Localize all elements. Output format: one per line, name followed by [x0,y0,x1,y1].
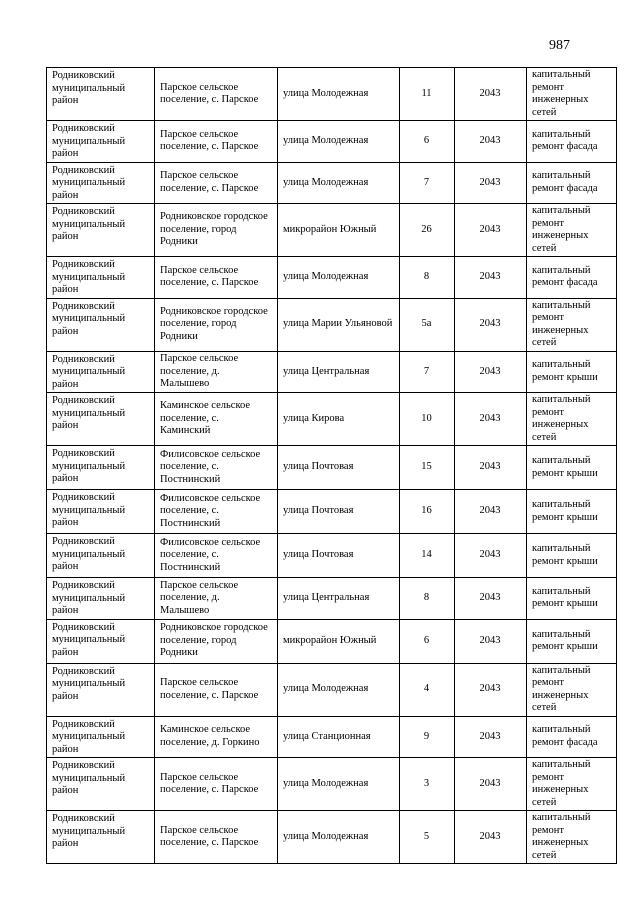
street-cell: улица Молодежная [278,811,400,864]
street-cell: улица Молодежная [278,162,400,204]
year-cell: 2043 [455,811,527,864]
street-cell: улица Почтовая [278,446,400,490]
house-number-cell: 8 [400,257,455,299]
work-type-cell: капитальный ремонт фасада [527,716,617,758]
settlement-cell: Парское сельское поселение, с. Парское [155,257,278,299]
district-cell: Родниковский муниципальный район [47,578,155,620]
settlement-cell: Парское сельское поселение, д. Малышево [155,351,278,393]
street-cell: улица Молодежная [278,121,400,163]
year-cell: 2043 [455,121,527,163]
settlement-cell: Родниковское городское поселение, город Родники [155,619,278,663]
year-cell: 2043 [455,351,527,393]
house-number-cell: 6 [400,121,455,163]
work-type-cell: капитальный ремонт инженерных сетей [527,204,617,257]
street-cell: улица Станционная [278,716,400,758]
table-row [47,257,617,299]
district-cell: Родниковский муниципальный район [47,257,155,299]
house-number-cell: 3 [400,758,455,811]
work-type-cell: капитальный ремонт крыши [527,490,617,534]
table-row [47,393,617,446]
work-type-cell: капитальный ремонт крыши [527,446,617,490]
settlement-cell: Парское сельское поселение, д. Малышево [155,578,278,620]
house-number-cell: 26 [400,204,455,257]
district-cell: Родниковский муниципальный район [47,811,155,864]
district-cell: Родниковский муниципальный район [47,534,155,578]
settlement-cell: Парское сельское поселение, с. Парское [155,663,278,716]
work-type-cell: капитальный ремонт фасада [527,257,617,299]
street-cell: микрорайон Южный [278,204,400,257]
settlement-cell: Парское сельское поселение, с. Парское [155,121,278,163]
district-cell: Родниковский муниципальный район [47,298,155,351]
settlement-cell: Филисовское сельское поселение, с. Постнинский [155,490,278,534]
year-cell: 2043 [455,619,527,663]
year-cell: 2043 [455,257,527,299]
year-cell: 2043 [455,393,527,446]
year-cell: 2043 [455,663,527,716]
year-cell: 2043 [455,758,527,811]
work-type-cell: капитальный ремонт крыши [527,351,617,393]
house-number-cell: 16 [400,490,455,534]
house-number-cell: 5 [400,811,455,864]
work-type-cell: капитальный ремонт фасада [527,162,617,204]
street-cell: улица Почтовая [278,490,400,534]
table-row [47,534,617,578]
district-cell: Родниковский муниципальный район [47,204,155,257]
house-number-cell: 15 [400,446,455,490]
house-number-cell: 7 [400,351,455,393]
year-cell: 2043 [455,716,527,758]
street-cell: улица Молодежная [278,68,400,121]
settlement-cell: Парское сельское поселение, с. Парское [155,162,278,204]
settlement-cell: Парское сельское поселение, с. Парское [155,758,278,811]
table-row [47,204,617,257]
year-cell: 2043 [455,298,527,351]
street-cell: улица Молодежная [278,257,400,299]
year-cell: 2043 [455,446,527,490]
work-type-cell: капитальный ремонт инженерных сетей [527,663,617,716]
house-number-cell: 8 [400,578,455,620]
table-row [47,663,617,716]
house-number-cell: 5а [400,298,455,351]
table-row [47,162,617,204]
work-type-cell: капитальный ремонт инженерных сетей [527,758,617,811]
table-row [47,121,617,163]
work-type-cell: капитальный ремонт инженерных сетей [527,811,617,864]
house-number-cell: 9 [400,716,455,758]
district-cell: Родниковский муниципальный район [47,162,155,204]
house-number-cell: 10 [400,393,455,446]
work-type-cell: капитальный ремонт фасада [527,121,617,163]
year-cell: 2043 [455,162,527,204]
table-row [47,578,617,620]
house-number-cell: 14 [400,534,455,578]
street-cell: улица Почтовая [278,534,400,578]
table-row [47,716,617,758]
district-cell: Родниковский муниципальный район [47,68,155,121]
work-type-cell: капитальный ремонт крыши [527,578,617,620]
street-cell: улица Центральная [278,351,400,393]
settlement-cell: Родниковское городское поселение, город Родники [155,204,278,257]
work-type-cell: капитальный ремонт крыши [527,534,617,578]
house-number-cell: 7 [400,162,455,204]
table-row [47,619,617,663]
table-row [47,490,617,534]
year-cell: 2043 [455,578,527,620]
district-cell: Родниковский муниципальный район [47,716,155,758]
settlement-cell: Филисовское сельское поселение, с. Постнинский [155,534,278,578]
house-number-cell: 6 [400,619,455,663]
district-cell: Родниковский муниципальный район [47,758,155,811]
year-cell: 2043 [455,490,527,534]
settlement-cell: Каминское сельское поселение, д. Горкино [155,716,278,758]
district-cell: Родниковский муниципальный район [47,619,155,663]
year-cell: 2043 [455,204,527,257]
work-type-cell: капитальный ремонт инженерных сетей [527,298,617,351]
table-row [47,446,617,490]
repair-registry-table [46,67,617,864]
work-type-cell: капитальный ремонт инженерных сетей [527,68,617,121]
house-number-cell: 11 [400,68,455,121]
settlement-cell: Парское сельское поселение, с. Парское [155,68,278,121]
settlement-cell: Родниковское городское поселение, город Родники [155,298,278,351]
street-cell: микрорайон Южный [278,619,400,663]
street-cell: улица Центральная [278,578,400,620]
street-cell: улица Молодежная [278,758,400,811]
year-cell: 2043 [455,68,527,121]
district-cell: Родниковский муниципальный район [47,663,155,716]
work-type-cell: капитальный ремонт крыши [527,619,617,663]
settlement-cell: Филисовское сельское поселение, с. Постнинский [155,446,278,490]
table-row [47,811,617,864]
work-type-cell: капитальный ремонт инженерных сетей [527,393,617,446]
table-row [47,68,617,121]
table-row [47,758,617,811]
table-row [47,298,617,351]
house-number-cell: 4 [400,663,455,716]
district-cell: Родниковский муниципальный район [47,446,155,490]
district-cell: Родниковский муниципальный район [47,121,155,163]
settlement-cell: Парское сельское поселение, с. Парское [155,811,278,864]
settlement-cell: Каминское сельское поселение, с. Каминский [155,393,278,446]
street-cell: улица Кирова [278,393,400,446]
page-number: 987 [549,38,570,53]
district-cell: Родниковский муниципальный район [47,490,155,534]
year-cell: 2043 [455,534,527,578]
table-row [47,351,617,393]
table-body [47,68,617,864]
district-cell: Родниковский муниципальный район [47,351,155,393]
street-cell: улица Молодежная [278,663,400,716]
district-cell: Родниковский муниципальный район [47,393,155,446]
street-cell: улица Марии Ульяновой [278,298,400,351]
